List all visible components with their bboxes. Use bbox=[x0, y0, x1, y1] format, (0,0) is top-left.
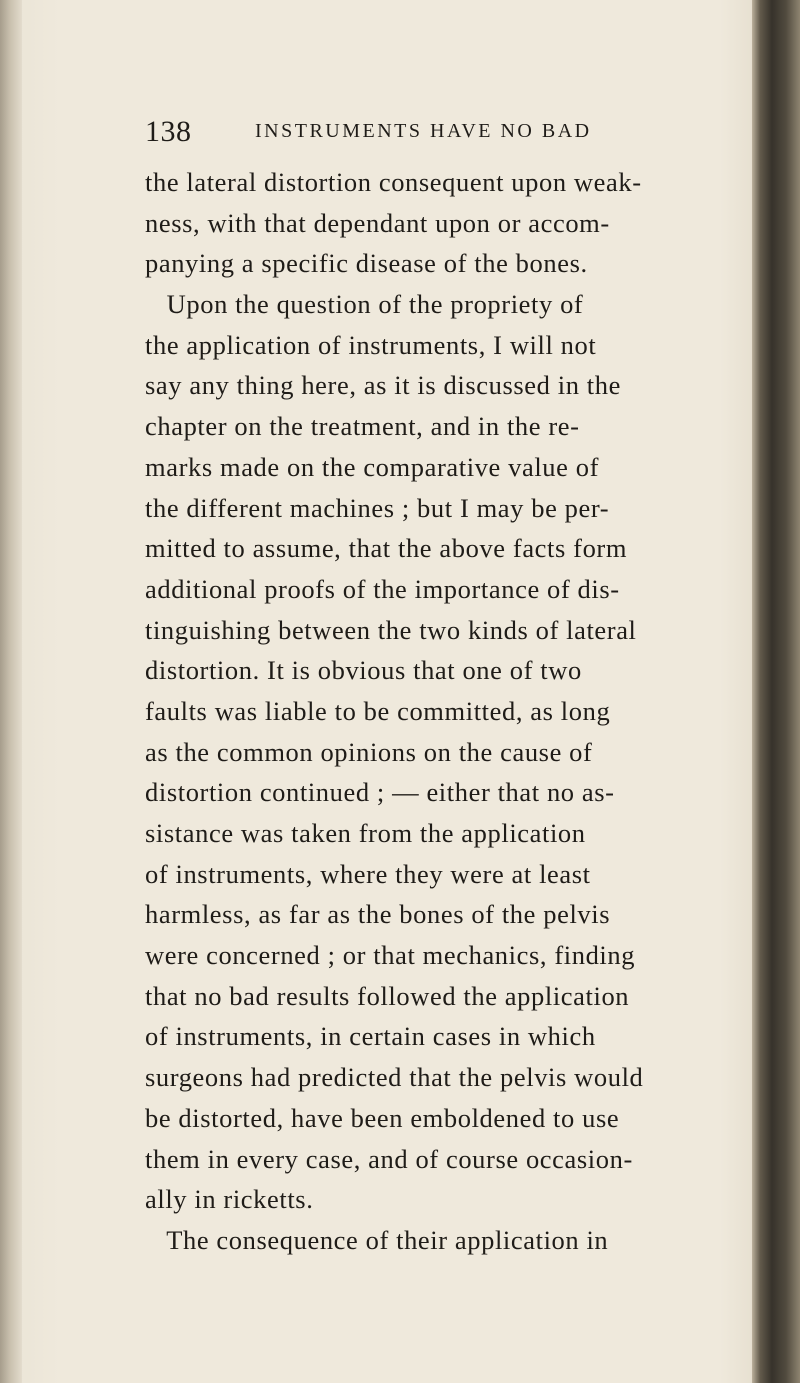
text-line: of instruments, where they were at least bbox=[145, 858, 591, 889]
text-line: that no bad results followed the application bbox=[145, 980, 630, 1011]
text-line: distortion continued ; — either that no as- bbox=[145, 777, 615, 808]
page-number: 138 bbox=[145, 115, 192, 148]
text-line: The consequence of their application in bbox=[145, 1224, 609, 1255]
text-line: the different machines ; but I may be per- bbox=[145, 492, 610, 523]
text-line: of instruments, in certain cases in which bbox=[145, 1021, 596, 1052]
text-line: chapter on the treatment, and in the re- bbox=[145, 411, 580, 442]
text-line: tinguishing between the two kinds of lateral bbox=[145, 614, 637, 645]
text-line: Upon the question of the propriety of bbox=[145, 289, 584, 320]
text-line: marks made on the comparative value of bbox=[145, 451, 599, 482]
book-edge bbox=[752, 0, 800, 1383]
text-line: distortion. It is obvious that one of two bbox=[145, 655, 582, 686]
text-line: mitted to assume, that the above facts form bbox=[145, 533, 628, 564]
text-line: harmless, as far as the bones of the pelvis bbox=[145, 899, 611, 930]
text-line: additional proofs of the importance of dis- bbox=[145, 573, 620, 604]
text-line: panying a specific disease of the bones. bbox=[145, 248, 588, 279]
text-line: the lateral distortion consequent upon weak- bbox=[145, 167, 642, 197]
text-line: be distorted, have been emboldened to use bbox=[145, 1102, 620, 1133]
text-line: sistance was taken from the application bbox=[145, 818, 586, 848]
text-line: ness, with that dependant upon or accom- bbox=[145, 207, 610, 238]
text-line: as the common opinions on the cause of bbox=[145, 736, 593, 767]
text-line: say any thing here, as it is discussed in the bbox=[145, 370, 621, 401]
page-gutter-shadow bbox=[0, 0, 22, 1383]
text-line: them in every case, and of course occasion- bbox=[145, 1143, 633, 1174]
text-line: ally in ricketts. bbox=[145, 1184, 314, 1215]
text-line: surgeons had predicted that the pelvis would bbox=[145, 1062, 644, 1093]
running-head-title: INSTRUMENTS HAVE NO BAD bbox=[255, 120, 592, 142]
running-head bbox=[145, 115, 745, 155]
body-text bbox=[145, 162, 745, 1261]
text-line: faults was liable to be committed, as long bbox=[145, 695, 611, 726]
text-line: the application of instruments, I will not bbox=[145, 329, 597, 360]
text-line: were concerned ; or that mechanics, finding bbox=[145, 940, 636, 971]
